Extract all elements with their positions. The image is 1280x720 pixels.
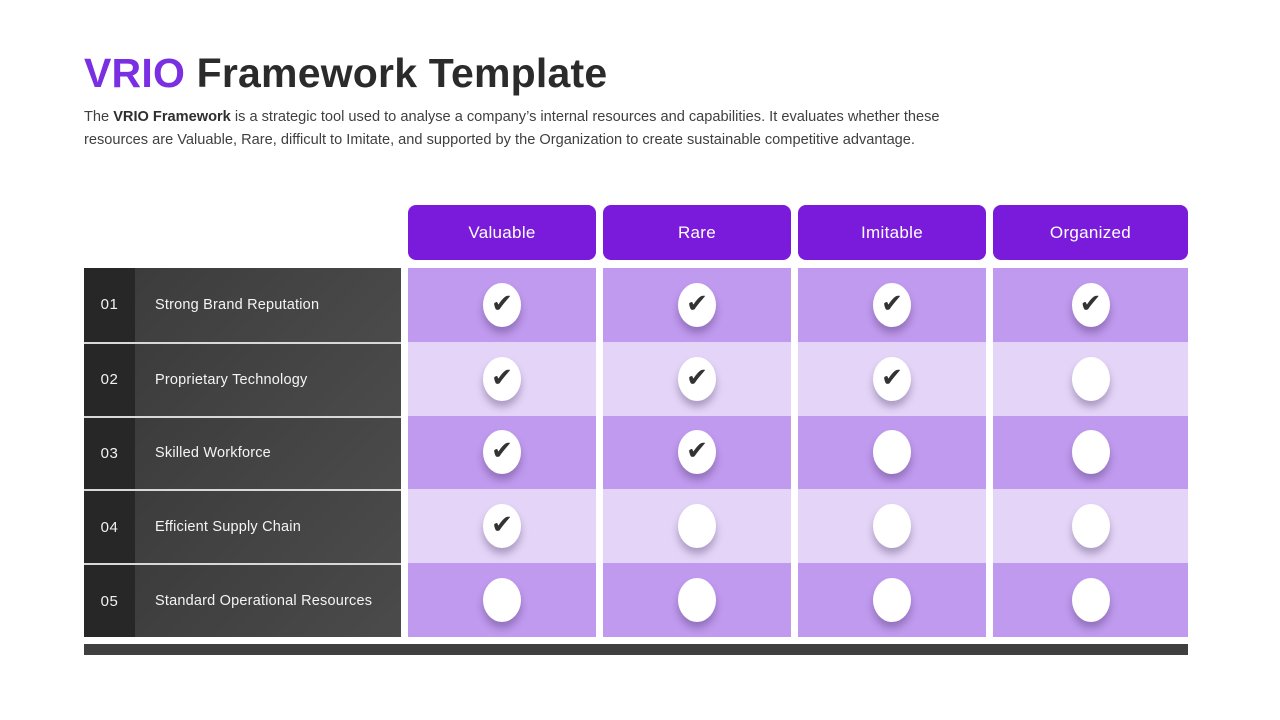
vrio-cell [408,416,596,490]
vrio-cell [993,563,1188,637]
row-header [84,342,401,416]
vrio-cell [993,268,1188,342]
title-highlight: VRIO [84,50,186,96]
vrio-cell [993,489,1188,563]
vrio-cell [798,563,986,637]
check-icon: ✔ [491,510,513,541]
row-number: 02 [84,344,135,416]
checked-marker[interactable] [1072,283,1110,327]
empty-marker[interactable] [678,578,716,622]
page-title [84,50,607,97]
vrio-cell [408,489,596,563]
column-header-valuable: Valuable [408,205,596,260]
bottom-accent-bar [84,644,1188,655]
checked-marker[interactable] [678,283,716,327]
checked-marker[interactable] [678,430,716,474]
vrio-cell [798,489,986,563]
column-header-imitable: Imitable [798,205,986,260]
row-label: Skilled Workforce [135,418,401,490]
checked-marker[interactable] [873,283,911,327]
checked-marker[interactable] [483,430,521,474]
column-header-row [84,205,1188,260]
vrio-cell [798,342,986,416]
row-label: Standard Operational Resources [135,565,401,637]
empty-marker[interactable] [1072,504,1110,548]
empty-marker[interactable] [873,578,911,622]
checked-marker[interactable] [483,504,521,548]
description-bold: VRIO Framework [113,109,231,125]
row-label: Efficient Supply Chain [135,491,401,563]
check-icon: ✔ [491,436,513,467]
vrio-cell [993,342,1188,416]
empty-marker[interactable] [1072,578,1110,622]
empty-marker[interactable] [483,578,521,622]
check-icon: ✔ [881,288,903,319]
row-number: 04 [84,491,135,563]
check-icon: ✔ [491,362,513,393]
vrio-cell [603,489,791,563]
row-label: Proprietary Technology [135,344,401,416]
check-icon: ✔ [491,288,513,319]
check-icon: ✔ [881,362,903,393]
empty-marker[interactable] [1072,357,1110,401]
description-prefix: The [84,109,114,125]
vrio-cell [408,342,596,416]
vrio-cell [798,268,986,342]
check-icon: ✔ [1079,288,1102,319]
row-header [84,268,401,342]
empty-marker[interactable] [1072,430,1110,474]
column-header-organized: Organized [993,205,1188,260]
empty-marker[interactable] [678,504,716,548]
checked-marker[interactable] [873,357,911,401]
empty-marker[interactable] [873,430,911,474]
vrio-cell [408,563,596,637]
checked-marker[interactable] [483,357,521,401]
row-number: 01 [84,268,135,342]
vrio-cell [603,416,791,490]
column-header-rare: Rare [603,205,791,260]
row-header [84,416,401,490]
row-header [84,563,401,637]
header-spacer [84,205,401,260]
description-rest: is a strategic tool used to analyse a company’s internal resources and capabilities. It evaluates whether these resources are Valuable, Rare, difficult to Imitate, and supported by the Organization to create sustainable competitive advantage. [84,109,940,148]
title-rest: Framework Template [185,50,608,96]
row-header [84,489,401,563]
check-icon: ✔ [686,362,708,393]
row-label: Strong Brand Reputation [135,268,401,342]
checked-marker[interactable] [678,357,716,401]
vrio-table-body [84,268,1188,637]
empty-marker[interactable] [873,504,911,548]
check-icon: ✔ [686,436,708,467]
vrio-cell [603,563,791,637]
check-icon: ✔ [686,288,708,319]
vrio-cell [798,416,986,490]
vrio-cell [408,268,596,342]
vrio-cell [603,268,791,342]
row-number: 03 [84,418,135,490]
vrio-cell [603,342,791,416]
checked-marker[interactable] [483,283,521,327]
vrio-cell [993,416,1188,490]
row-number: 05 [84,565,135,637]
description-text [84,106,952,152]
